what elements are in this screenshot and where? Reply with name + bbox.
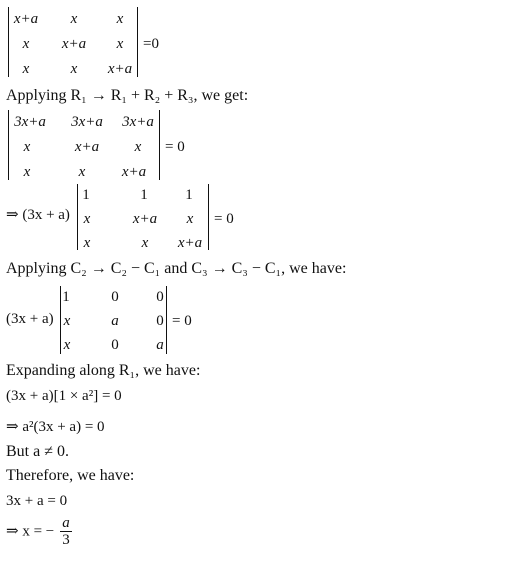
therefore-line: Therefore, we have:: [6, 467, 135, 484]
final-fraction: [60, 515, 72, 548]
det1-left-bar: [8, 7, 9, 77]
step2-text: Applying C₂ → C₂ − C₁ and C₃ → C₃ − C₁, we have:: [6, 260, 347, 277]
det3-cell: x+a: [177, 235, 203, 251]
det4-cell: 1: [62, 289, 70, 305]
final-answer: [6, 515, 72, 548]
det3-cell: 1: [140, 187, 148, 203]
det3-cell: x+a: [132, 211, 158, 227]
equation-linear: 3x + a = 0: [6, 493, 68, 509]
det2-right-bar: [159, 110, 160, 180]
det1-cell: x: [116, 36, 124, 52]
det1-cell: x: [22, 61, 30, 77]
det4-rhs: = 0: [172, 313, 192, 329]
det1-cell: x: [22, 36, 30, 52]
det2-cell: x+a: [121, 164, 147, 180]
fraction-denominator: 3: [62, 532, 70, 548]
det2-cell: 3x+a: [14, 114, 46, 130]
det3-left-bar: [77, 184, 78, 250]
det1-cell: x+a: [107, 61, 133, 77]
fraction-numerator: a: [62, 515, 70, 531]
det2-cell: x: [78, 164, 86, 180]
equation-expansion: (3x + a)[1 × a²] = 0: [6, 388, 122, 404]
det2-cell: 3x+a: [71, 114, 103, 130]
det4-prefix: (3x + a): [6, 311, 54, 327]
det2-cell: x: [23, 139, 31, 155]
det4-cell: x: [63, 313, 71, 329]
det4-cell: 0: [156, 313, 164, 329]
det3-cell: 1: [82, 187, 90, 203]
det3-cell: x: [141, 235, 149, 251]
step3-text: Expanding along R₁, we have:: [6, 362, 201, 379]
det2-left-bar: [8, 110, 9, 180]
det4-cell: 0: [111, 289, 119, 305]
det2-cell: x: [23, 164, 31, 180]
step1-text: Applying R₁ → R₁ + R₂ + R₃, we get:: [6, 87, 249, 104]
det3-right-bar: [208, 184, 209, 250]
det3-cell: x: [83, 211, 91, 227]
final-lhs: ⇒ x = −: [6, 523, 55, 540]
det3-cell: x: [83, 235, 91, 251]
det4-cell: 0: [111, 337, 119, 353]
but-line: But a ≠ 0.: [6, 443, 69, 460]
det3-prefix: ⇒ (3x + a): [6, 207, 70, 223]
det4-cell: a: [111, 313, 119, 329]
det4-cell: a: [156, 337, 164, 353]
det3-cell: 1: [185, 187, 193, 203]
det2-cell: 3x+a: [122, 114, 154, 130]
det2-cell: x: [134, 139, 142, 155]
det1-cell: x+a: [61, 36, 87, 52]
det3-rhs: = 0: [214, 211, 234, 227]
det3-cell: x: [186, 211, 194, 227]
det2-cell: x+a: [74, 139, 100, 155]
det1-rhs: =0: [143, 36, 159, 52]
det1-cell: x: [116, 11, 124, 27]
det4-cell: 0: [156, 289, 164, 305]
det4-cell: x: [63, 337, 71, 353]
det2-rhs: = 0: [165, 139, 185, 155]
det1-right-bar: [137, 7, 138, 77]
det1-cell: x: [70, 11, 78, 27]
det4-right-bar: [166, 286, 167, 354]
equation-factored: ⇒ a²(3x + a) = 0: [6, 419, 105, 435]
det4-left-bar: [60, 286, 61, 354]
det1-cell: x: [70, 61, 78, 77]
det1-cell: x+a: [13, 11, 39, 27]
